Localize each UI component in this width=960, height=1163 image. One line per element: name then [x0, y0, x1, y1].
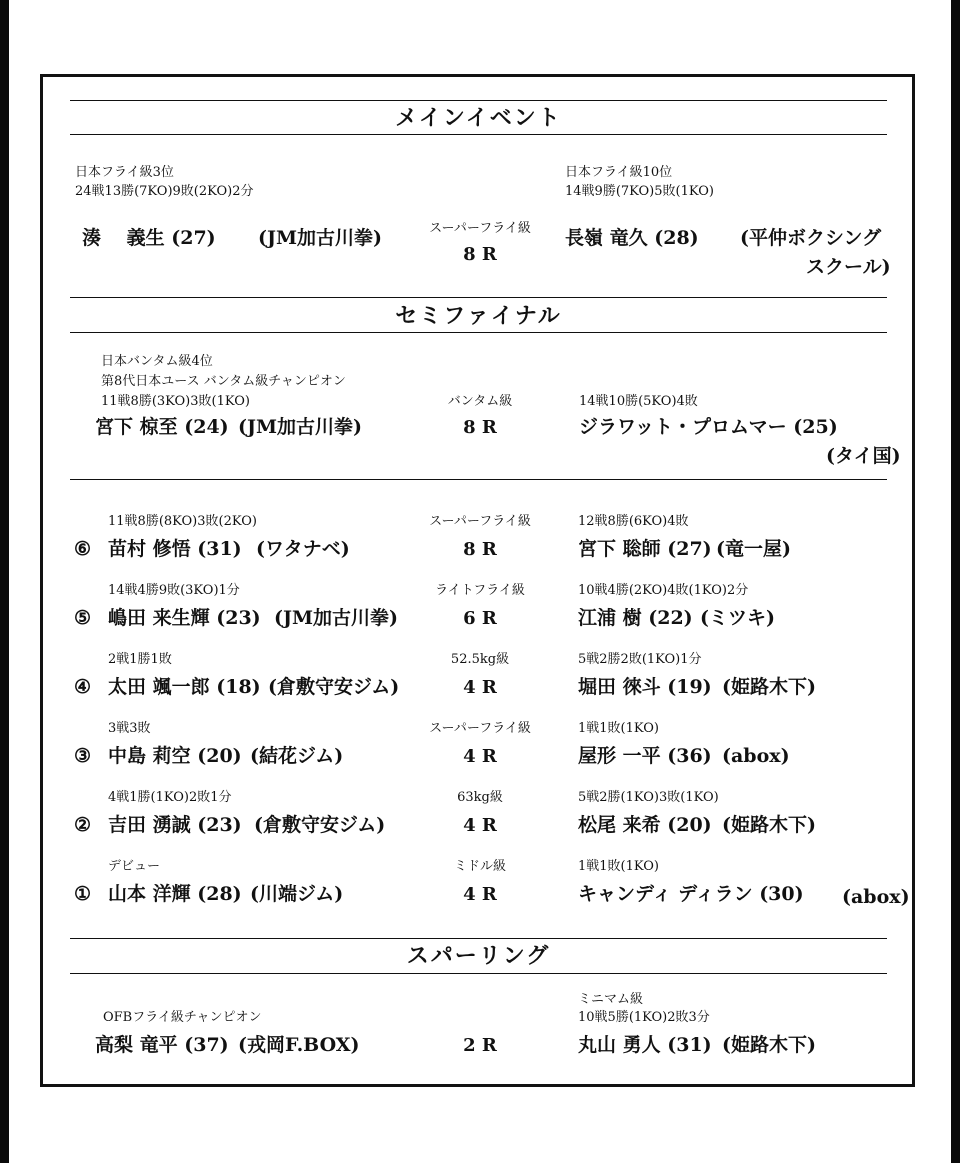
divider: [70, 973, 887, 974]
bout-rounds: 4 R: [463, 677, 497, 698]
semi-blue-record: 14戦10勝(5KO)4敗: [579, 394, 698, 409]
bout-red-name: 太田 颯一郎 (18): [108, 676, 261, 698]
main-red-gym: (JM加古川拳): [258, 227, 383, 249]
semi-red-title: 第8代日本ユース バンタム級チャンピオン: [101, 374, 346, 389]
main-red-record: 24戦13勝(7KO)9敗(2KO)2分: [75, 184, 254, 199]
bout-blue-record: 12戦8勝(6KO)4敗: [578, 514, 689, 529]
bout-weight-class: スーパーフライ級: [429, 721, 531, 736]
bout-weight-class: 63kg級: [457, 790, 503, 805]
semi-rounds: 8 R: [463, 417, 497, 438]
bout-blue-name: 堀田 徠斗 (19): [578, 676, 712, 698]
bout-blue-name: キャンディ ディラン (30): [578, 883, 804, 905]
bout-rounds: 4 R: [463, 815, 497, 836]
bout-blue-gym: (姫路木下): [722, 814, 816, 836]
bout-blue-record: 5戦2勝(1KO)3敗(1KO): [578, 790, 719, 805]
divider: [70, 332, 887, 333]
bout-weight-class: ライトフライ級: [435, 583, 525, 598]
bout-red-name: 中島 莉空 (20): [108, 745, 242, 767]
divider: [70, 134, 887, 135]
bout-red-record: デビュー: [108, 859, 161, 874]
bout-red-gym: (結花ジム): [250, 745, 344, 767]
bout-blue-name: 宮下 聡師 (27): [578, 538, 712, 560]
bout-number: ⑤: [74, 607, 92, 629]
bout-red-gym: (倉敷守安ジム): [268, 676, 400, 698]
bout-red-gym: (ワタナベ): [256, 538, 350, 560]
spar-red-name: 高梨 竜平 (37): [95, 1034, 229, 1056]
bout-blue-gym: (abox): [842, 886, 910, 908]
bout-rounds: 8 R: [463, 539, 497, 560]
bout-number: ②: [74, 814, 92, 836]
section-title-main-event: メインイベント: [395, 105, 562, 131]
main-blue-rank: 日本フライ級10位: [565, 165, 673, 180]
divider: [70, 938, 887, 939]
bout-rounds: 4 R: [463, 884, 497, 905]
section-title-semifinal: セミファイナル: [395, 303, 562, 329]
bout-number: ①: [74, 883, 92, 905]
bout-number: ④: [74, 676, 92, 698]
bout-red-gym: (JM加古川拳): [274, 607, 399, 629]
main-blue-gym-line1: (平仲ボクシング: [740, 227, 882, 249]
left-edge-bar: [0, 0, 9, 1163]
semi-red-name: 宮下 椋至 (24): [95, 416, 229, 438]
spar-blue-class: ミニマム級: [578, 992, 644, 1007]
divider: [70, 297, 887, 298]
main-blue-gym-line2: スクール): [806, 256, 891, 278]
section-title-sparring: スパーリング: [406, 943, 551, 969]
bout-blue-name: 江浦 樹 (22): [578, 607, 693, 629]
bout-weight-class: ミドル級: [453, 859, 506, 874]
bout-weight-class: スーパーフライ級: [429, 514, 531, 529]
divider: [70, 479, 887, 480]
bout-blue-name: 屋形 一平 (36): [578, 745, 712, 767]
bout-red-record: 2戦1勝1敗: [108, 652, 172, 667]
bout-red-record: 14戦4勝9敗(3KO)1分: [108, 583, 240, 598]
bout-red-name: 山本 洋輝 (28): [108, 883, 242, 905]
bout-blue-gym: (abox): [722, 745, 790, 767]
bout-rounds: 4 R: [463, 746, 497, 767]
semi-blue-gym: (タイ国): [826, 445, 901, 467]
bout-red-gym: (川端ジム): [250, 883, 344, 905]
main-red-rank: 日本フライ級3位: [75, 165, 174, 180]
spar-blue-name: 丸山 勇人 (31): [578, 1034, 712, 1056]
semi-red-record: 11戦8勝(3KO)3敗(1KO): [101, 394, 250, 409]
bout-number: ⑥: [74, 538, 92, 560]
bout-blue-record: 5戦2勝2敗(1KO)1分: [578, 652, 702, 667]
main-blue-record: 14戦9勝(7KO)5敗(1KO): [565, 184, 714, 199]
semi-blue-name: ジラワット・プロムマー (25): [579, 416, 838, 438]
semi-weight-class: バンタム級: [447, 394, 513, 409]
bout-red-record: 4戦1勝(1KO)2敗1分: [108, 790, 232, 805]
spar-blue-gym: (姫路木下): [722, 1034, 816, 1056]
bout-blue-name: 松尾 来希 (20): [578, 814, 712, 836]
bout-red-record: 11戦8勝(8KO)3敗(2KO): [108, 514, 257, 529]
bout-weight-class: 52.5kg級: [450, 652, 510, 667]
spar-red-title: OFBフライ級チャンピオン: [103, 1010, 262, 1025]
bout-red-name: 苗村 修悟 (31): [108, 538, 242, 560]
main-weight-class: スーパーフライ級: [429, 221, 531, 236]
spar-blue-record: 10戦5勝(1KO)2敗3分: [578, 1010, 710, 1025]
bout-blue-gym: (姫路木下): [722, 676, 816, 698]
bout-red-name: 吉田 湧誠 (23): [108, 814, 242, 836]
spar-rounds: 2 R: [463, 1035, 497, 1056]
semi-red-rank: 日本バンタム級4位: [101, 354, 213, 369]
bout-blue-gym: (竜一屋): [716, 538, 791, 560]
main-red-name: 湊 義生 (27): [82, 227, 216, 249]
spar-red-gym: (戎岡F.BOX): [238, 1034, 360, 1056]
bout-red-name: 嶋田 来生輝 (23): [108, 607, 261, 629]
bout-red-gym: (倉敷守安ジム): [254, 814, 386, 836]
main-blue-name: 長嶺 竜久 (28): [565, 227, 699, 249]
bout-rounds: 6 R: [463, 608, 497, 629]
right-edge-bar: [951, 0, 960, 1163]
bout-blue-record: 1戦1敗(1KO): [578, 859, 659, 874]
main-rounds: 8 R: [463, 244, 497, 265]
bout-blue-record: 10戦4勝(2KO)4敗(1KO)2分: [578, 583, 749, 598]
semi-red-gym: (JM加古川拳): [238, 416, 363, 438]
bout-blue-record: 1戦1敗(1KO): [578, 721, 659, 736]
divider: [70, 100, 887, 101]
bout-red-record: 3戦3敗: [108, 721, 151, 736]
bout-blue-gym: (ミツキ): [700, 607, 775, 629]
bout-number: ③: [74, 745, 92, 767]
